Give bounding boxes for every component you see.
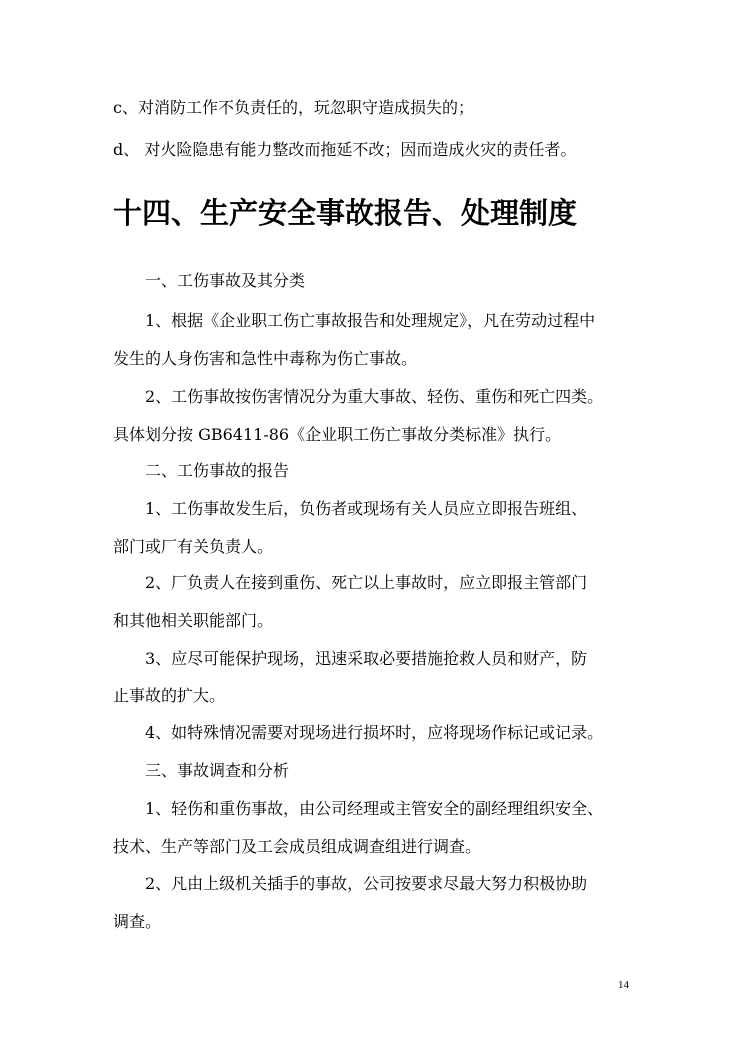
paragraph-line: 2、厂负责人在接到重伤、死亡以上事故时，应立即报主管部门 xyxy=(145,573,588,592)
paragraph-line: 3、应尽可能保护现场，迅速采取必要措施抢救人员和财产，防 xyxy=(145,649,588,668)
paragraph-line: 技术、生产等部门及工会成员组成调查组进行调查。 xyxy=(113,837,482,856)
section-title: 十四、生产安全事故报告、处理制度 xyxy=(113,196,578,230)
paragraph-line: 1、工伤事故发生后，负伤者或现场有关人员应立即报告班组、 xyxy=(145,499,588,518)
paragraph-line: 2、工伤事故按伤害情况分为重大事故、轻伤、重伤和死亡四类。 xyxy=(145,387,604,406)
paragraph-line: 调查。 xyxy=(113,912,162,931)
subheading-1: 一、工伤事故及其分类 xyxy=(145,271,306,290)
page-number: 14 xyxy=(618,979,629,991)
paragraph-line: 2、凡由上级机关插手的事故，公司按要求尽最大努力积极协助 xyxy=(145,874,588,893)
paragraph-line: 发生的人身伤害和急性中毒称为伤亡事故。 xyxy=(113,349,418,368)
subheading-3: 三、事故调查和分析 xyxy=(145,761,290,780)
paragraph-line: 部门或厂有关负责人。 xyxy=(113,537,274,556)
paragraph-line: 1、根据《企业职工伤亡事故报告和处理规定》，凡在劳动过程中 xyxy=(145,311,596,330)
paragraph-line: 具体划分按 GB6411-86《企业职工伤亡事故分类标准》执行。 xyxy=(113,425,562,444)
item-c: c、对消防工作不负责任的，玩忽职守造成损失的； xyxy=(113,98,474,117)
paragraph-line: 1、轻伤和重伤事故，由公司经理或主管安全的副经理组织安全、 xyxy=(145,799,604,818)
paragraph-line: 和其他相关职能部门。 xyxy=(113,611,274,630)
subheading-2: 二、工伤事故的报告 xyxy=(145,461,290,480)
paragraph-line: 止事故的扩大。 xyxy=(113,686,226,705)
paragraph-line: 4、如特殊情况需要对现场进行损坏时，应将现场作标记或记录。 xyxy=(145,723,604,742)
item-d: d、 对火险隐患有能力整改而拖延不改；因而造成火灾的责任者。 xyxy=(113,140,577,159)
